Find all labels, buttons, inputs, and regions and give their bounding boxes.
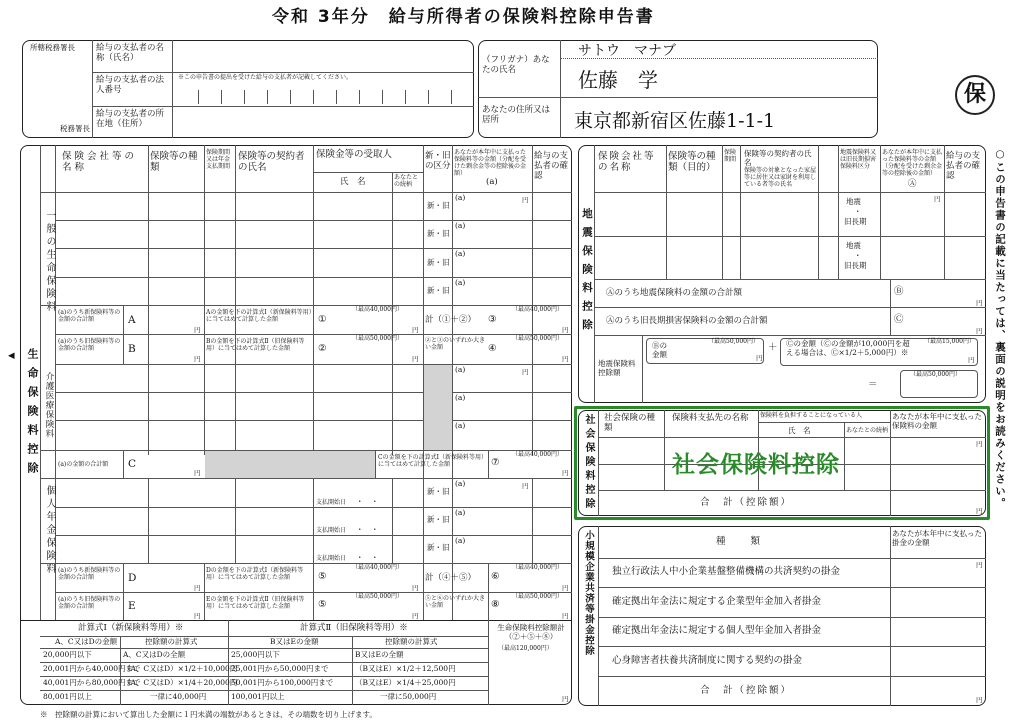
quake-kind-2[interactable]: 地震 [846, 241, 861, 250]
col-newold: 新・旧の区分 [425, 151, 451, 171]
small-row-1: 独立行政法人中小企業基盤整備機構の共済契約の掛金 [612, 566, 841, 577]
newold-1[interactable]: 新・旧 [427, 201, 450, 210]
col-kind: 保険等の種類 [150, 151, 198, 173]
E-mark: E [128, 600, 136, 612]
C-mark: C [128, 458, 137, 470]
seal-stamp-icon: 保 [955, 75, 995, 115]
cat-pension-label: 個人年金保険料 [44, 485, 55, 576]
life-insurance-section [20, 145, 572, 705]
side-instruction-note: ○この申告書の記載に当たっては、裏面の説明をお読みください。 [994, 148, 1006, 510]
address-label: あなたの住所又は居所 [482, 105, 551, 125]
social-overlay-title: 社会保険料控除 [672, 452, 840, 478]
calc1-label: Aの金額を下の計算式Ⅰ（新保険料等用）に当てはめて計算した金額 [206, 309, 312, 323]
office-tail-label: 税務署長 [60, 124, 90, 133]
life-section-label: 生命保険料控除 [26, 348, 39, 481]
office-head-label: 所轄税務署長 [30, 43, 75, 52]
formula1-title: 計算式Ⅰ（新保険料等用）※ [78, 623, 184, 633]
A-mark: A [128, 314, 136, 326]
C-label: (a)の金額の合計額 [58, 461, 109, 468]
payer-corp-label: 給与の支払者の法人番号 [96, 75, 165, 95]
payer-name-field[interactable] [174, 42, 472, 71]
cat-care-label: 介護医療保険料 [44, 372, 54, 439]
quake-kind-1[interactable]: 地震 [846, 197, 861, 206]
address-input[interactable]: 東京都新宿区佐藤1-1-1 [574, 110, 776, 132]
col-paid-sub: (a) [486, 177, 498, 187]
payer-name-label: 給与の支払者の名称（氏名） [96, 43, 165, 63]
payer-corp-number-field[interactable] [174, 84, 472, 106]
col-recipient-rel: あなたとの続柄 [394, 174, 419, 188]
newold-2[interactable]: 新・旧 [427, 229, 450, 238]
quake-section-label: 地震保険料控除 [581, 208, 593, 338]
col-confirm: 給与の支払者の確認 [534, 151, 569, 181]
col-paid: あなたが本年中に支払った保険料等の金額（分配を受けた剰余金等の控除後の金額） [454, 149, 527, 177]
col-contractor: 保険等の契約者の氏名 [238, 151, 305, 173]
life-total-label: 生命保険料控除額計（②＋⑤＋⑧） [497, 623, 565, 641]
form-title: 令和 3年分 給与所得者の保険料控除申告書 [272, 7, 655, 27]
A-label: (a)のうち新保険料等の金額の合計額 [58, 309, 121, 323]
B-mark: B [128, 343, 136, 355]
payer-corp-note: ※この申告書の提出を受けた給与の支払者が記載してください。 [178, 74, 353, 81]
payer-addr-field[interactable] [174, 108, 472, 136]
formula2-title: 計算式Ⅱ（旧保険料等用）※ [300, 623, 408, 633]
furigana-label: （フリガナ）あなたの氏名 [482, 55, 550, 75]
furigana-input[interactable]: サトウ マナブ [578, 43, 676, 59]
small-business-section [578, 526, 986, 706]
social-section-label: 社会保険料控除 [583, 414, 594, 512]
newold-3[interactable]: 新・旧 [427, 258, 450, 267]
col-period: 保険期間又は年金支払期間 [206, 149, 231, 170]
B-label: (a)のうち旧保険料等の金額の合計額 [58, 338, 121, 352]
name-input[interactable]: 佐藤 学 [578, 68, 658, 92]
E-label: (a)のうち旧保険料等の金額の合計額 [58, 596, 121, 610]
small-row-4: 心身障害者扶養共済制度に関する契約の掛金 [612, 655, 803, 666]
D-label: (a)のうち新保険料等の金額の合計額 [58, 567, 121, 581]
cat-general-label: 一般の生命保険料 [44, 210, 55, 314]
calc2-label: Bの金額を下の計算式Ⅱ（旧保険料等用）に当てはめて計算した金額 [206, 338, 305, 352]
small-section-label: 小規模企業共済等掛金控除 [583, 530, 594, 656]
col-recipient: 保険金等の受取人 [316, 149, 393, 160]
col-company: 保険会社等の名称 [62, 151, 138, 173]
D-mark: D [128, 572, 137, 584]
calcC-label: Cの金額を下の計算式Ⅰ（新保険料等用）に当てはめて計算した金額 [378, 454, 484, 468]
newold-4[interactable]: 新・旧 [427, 286, 450, 295]
footnote: ※ 控除額の計算において算出した金額に１円未満の端数があるときは、その端数を切り上げます。 [40, 710, 377, 719]
small-row-3: 確定拠出年金法に規定する個人型年金加入者掛金 [612, 625, 822, 636]
small-row-2: 確定拠出年金法に規定する企業型年金加入者掛金 [612, 596, 822, 607]
payer-addr-label: 給与の支払者の所在地（住所） [96, 109, 165, 129]
col-recipient-name: 氏 名 [340, 177, 366, 187]
life-arrow-icon: ◀ [8, 351, 15, 361]
